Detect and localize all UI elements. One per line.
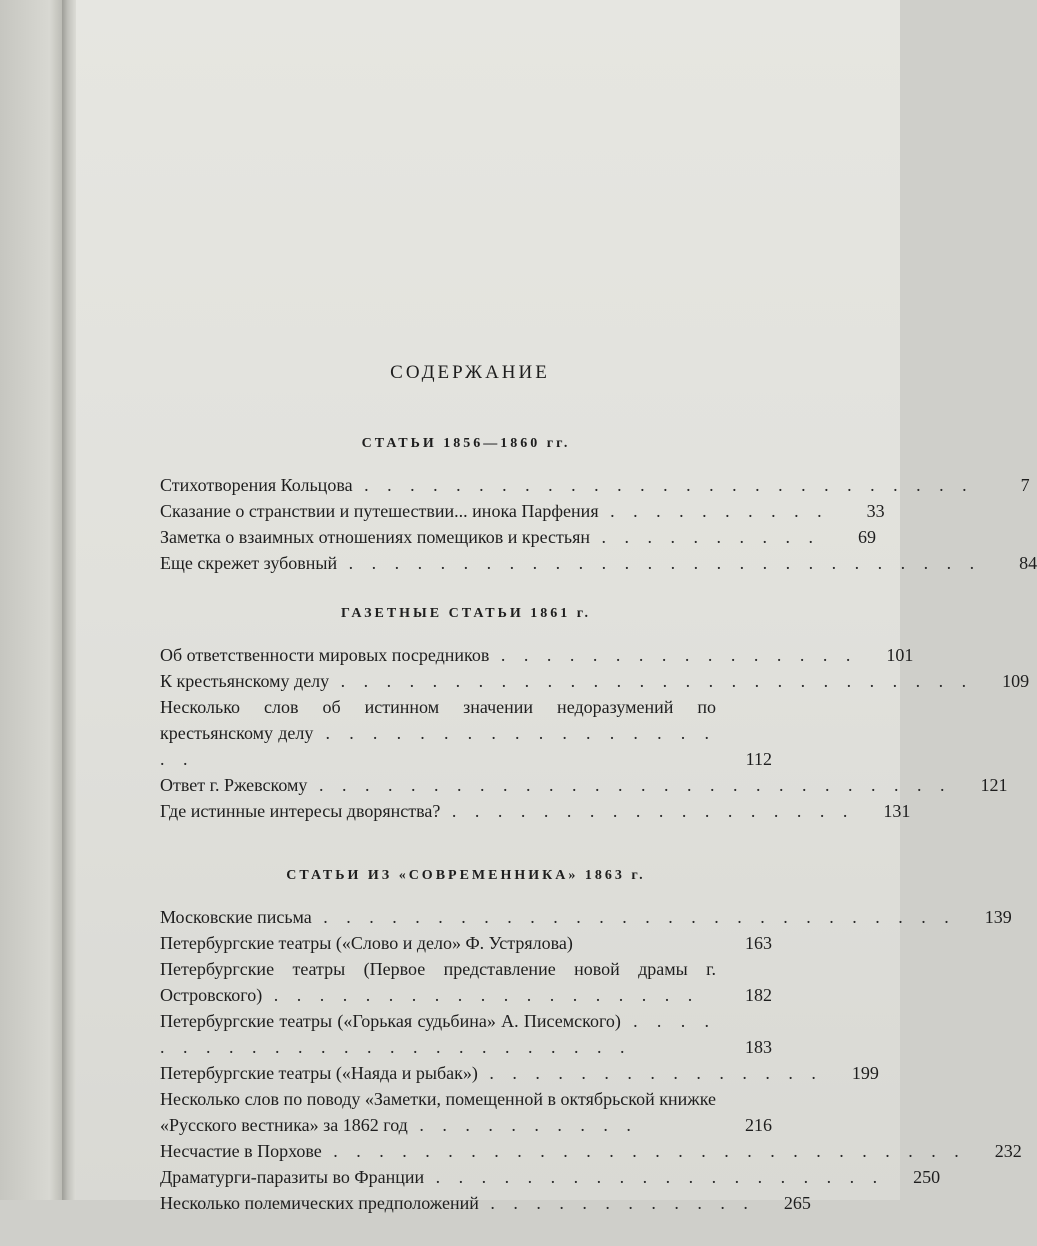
toc-entry: Ответ г. Ржевскому . . . . . . . . . . . . . . . . . . . . . . . . . . . . 121 xyxy=(160,772,772,798)
entry-page: 139 xyxy=(984,907,1012,927)
toc-entry: Московские письма . . . . . . . . . . . . . . . . . . . . . . . . . . . . 139 xyxy=(160,904,772,930)
entry-title: Несколько слов по поводу «Заметки, помещенной в октябрьской книжке «Русского вестника» за 1862 год xyxy=(160,1089,716,1135)
table-of-contents xyxy=(160,362,1037,1246)
entry-title: Несчастие в Порхове xyxy=(160,1141,322,1161)
entry-page: 131 xyxy=(883,801,911,821)
entry-title: К крестьянскому делу xyxy=(160,671,330,691)
section-heading: ГАЗЕТНЫЕ СТАТЬИ 1861 г. xyxy=(340,606,592,621)
entry-title: Заметка о взаимных отношениях помещиков и крестьян xyxy=(160,527,591,547)
entry-title: Сказание о странствии и путешествии... инока Парфения xyxy=(160,501,599,521)
toc-entry: Заметка о взаимных отношениях помещиков и крестьян . . . . . . . . . . 69 xyxy=(160,524,772,550)
entry-page: 69 xyxy=(858,527,877,547)
entry-page: 250 xyxy=(913,1167,941,1187)
toc-title: СОДЕРЖАНИЕ xyxy=(390,362,550,383)
toc-entry: Петербургские театры («Наяда и рыбак») . . . . . . . . . . . . . . . 199 xyxy=(160,1060,772,1086)
toc-entry: Несколько слов по поводу «Заметки, помещенной в октябрьской книжке «Русского вестника» за 1862 год . . . . . . . . . . 216 xyxy=(160,1086,772,1138)
toc-entry: Об ответственности мировых посредников . . . . . . . . . . . . . . . . 101 xyxy=(160,642,772,668)
entry-title: Еще скрежет зубовный xyxy=(160,553,338,573)
toc-entry: Петербургские театры (Первое представление новой драмы г. Островского) . . . . . . . . . . . . . . . . . . . 182 xyxy=(160,956,772,1008)
entry-page: 109 xyxy=(1002,671,1030,691)
toc-entry: Драматурги-паразиты во Франции . . . . . . . . . . . . . . . . . . . . 250 xyxy=(160,1164,772,1190)
toc-entry: Стихотворения Кольцова . . . . . . . . . . . . . . . . . . . . . . . . . . . 7 xyxy=(160,472,772,498)
entry-page: 265 xyxy=(783,1193,811,1213)
toc-entry: Петербургские театры («Горькая судьбина» А. Писемского) . . . . . . . . . . . . . . . . . . . . . . . . . 183 xyxy=(160,1008,772,1060)
entry-page: 84 xyxy=(1019,553,1037,573)
entry-title: Драматурги-паразиты во Франции xyxy=(160,1167,425,1187)
toc-entry: Несчастие в Порхове . . . . . . . . . . . . . . . . . . . . . . . . . . . . 232 xyxy=(160,1138,772,1164)
toc-section xyxy=(160,868,1022,1216)
facing-page-edge xyxy=(0,0,62,1200)
entry-title: Стихотворения Кольцова xyxy=(160,475,353,495)
toc-entry: Несколько слов об истинном значении недоразумений по крестьянскому делу . . . . . . . . . . . . . . . . . . . 112 xyxy=(160,694,772,772)
entry-page: 183 xyxy=(745,1037,772,1057)
book-gutter xyxy=(62,0,76,1200)
entry-title: Об ответственности мировых посредников xyxy=(160,645,490,665)
toc-entry: Сказание о странствии и путешествии... инока Парфения . . . . . . . . . . 33 xyxy=(160,498,772,524)
entry-page: 121 xyxy=(980,775,1008,795)
toc-section xyxy=(160,606,1030,824)
entry-page: 7 xyxy=(1020,475,1030,495)
entry-title: Несколько полемических предположений xyxy=(160,1193,479,1213)
entry-title: Несколько слов об истинном значении недоразумений по крестьянскому делу xyxy=(160,697,716,743)
entry-title: Петербургские театры («Горькая судьбина» А. Писемского) xyxy=(160,1011,621,1031)
toc-entry: Несколько полемических предположений . . . . . . . . . . . . 265 xyxy=(160,1190,772,1216)
entry-title: Где истинные интересы дворянства? xyxy=(160,801,441,821)
toc-entry: Еще скрежет зубовный . . . . . . . . . . . . . . . . . . . . . . . . . . . . 84 xyxy=(160,550,772,576)
entry-title: Московские письма xyxy=(160,907,312,927)
entry-page: 182 xyxy=(745,985,772,1005)
entry-page: 199 xyxy=(851,1063,879,1083)
toc-section xyxy=(160,436,1037,576)
toc-entry: Где истинные интересы дворянства? . . . . . . . . . . . . . . . . . . 131 xyxy=(160,798,772,824)
entry-page: 101 xyxy=(886,645,914,665)
toc-entry: К крестьянскому делу . . . . . . . . . . . . . . . . . . . . . . . . . . . . 109 xyxy=(160,668,772,694)
entry-title: Ответ г. Ржевскому xyxy=(160,775,308,795)
entry-page: 216 xyxy=(745,1115,772,1135)
toc-entry xyxy=(160,930,772,956)
section-heading: СТАТЬИ 1856—1860 гг. xyxy=(361,436,571,451)
entry-title: Петербургские театры (Первое представление новой драмы г. Островского) xyxy=(160,959,716,1005)
section-heading: СТАТЬИ ИЗ «СОВРЕМЕННИКА» 1863 г. xyxy=(286,868,646,883)
entry-page: 112 xyxy=(745,749,772,769)
entry-title: Петербургские театры («Слово и дело» Ф. Устрялова) xyxy=(160,933,573,953)
entry-title: Петербургские театры («Наяда и рыбак») xyxy=(160,1063,478,1083)
entry-page: 33 xyxy=(866,501,885,521)
entry-page: 163 xyxy=(745,933,772,953)
entry-page: 232 xyxy=(994,1141,1022,1161)
